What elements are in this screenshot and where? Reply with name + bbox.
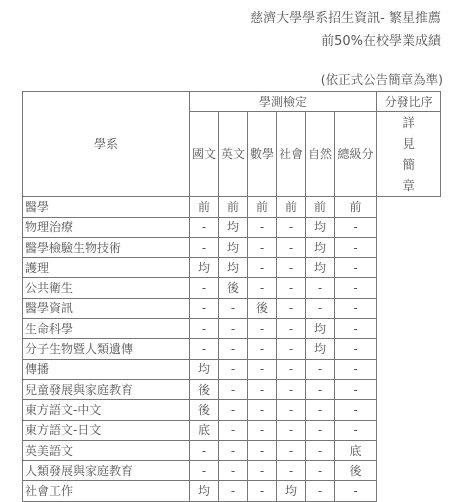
dept-name: 兒童發展與家庭教育 [23, 379, 190, 399]
requirement-cell: 前 [335, 197, 377, 217]
admission-table [22, 91, 441, 502]
requirement-cell: - [277, 278, 306, 298]
requirement-cell: 後 [335, 461, 377, 481]
requirement-cell: - [190, 339, 219, 359]
dept-name: 護理 [23, 258, 190, 278]
requirement-cell: - [248, 339, 277, 359]
requirement-cell: - [335, 359, 377, 379]
requirement-cell: - [335, 339, 377, 359]
header-ratio: 分發比序 [377, 92, 441, 112]
requirement-cell: - [335, 298, 377, 318]
requirement-cell: - [335, 481, 377, 501]
requirement-cell: - [219, 319, 248, 339]
header-subject-math: 數學 [248, 112, 277, 197]
requirement-cell: 均 [190, 258, 219, 278]
ratio-side-cell [377, 112, 441, 197]
requirement-cell: - [306, 278, 335, 298]
requirement-cell: 均 [306, 237, 335, 257]
table-row [23, 379, 441, 399]
dept-name: 醫學 [23, 197, 190, 217]
dept-name: 社會工作 [23, 481, 190, 501]
requirement-cell: - [190, 278, 219, 298]
requirement-cell: - [190, 298, 219, 318]
table-body [23, 197, 441, 501]
requirement-cell: - [219, 461, 248, 481]
requirement-cell: 後 [190, 379, 219, 399]
requirement-cell: 後 [219, 278, 248, 298]
table-row [23, 339, 441, 359]
requirement-cell: - [277, 379, 306, 399]
table-row [23, 420, 441, 440]
requirement-cell: 前 [277, 197, 306, 217]
dept-name: 分子生物暨人類遺傳 [23, 339, 190, 359]
page-title: 慈濟大學學系招生資訊- 繁星推薦 [250, 11, 441, 26]
requirement-cell: - [219, 400, 248, 420]
table-row [23, 258, 441, 278]
requirement-cell: - [219, 339, 248, 359]
requirement-cell: 後 [190, 400, 219, 420]
requirement-cell: - [190, 217, 219, 237]
requirement-cell: - [306, 440, 335, 460]
requirement-cell: 均 [306, 319, 335, 339]
requirement-cell: - [277, 319, 306, 339]
requirement-cell: 均 [219, 258, 248, 278]
requirement-cell: - [219, 481, 248, 501]
header-subject-science: 自然 [306, 112, 335, 197]
dept-name: 醫學資訊 [23, 298, 190, 318]
requirement-cell: - [219, 359, 248, 379]
table-row [23, 400, 441, 420]
table-row [23, 319, 441, 339]
requirement-cell: - [306, 420, 335, 440]
dept-name: 醫學檢驗生物技術 [23, 237, 190, 257]
table-row [23, 217, 441, 237]
table-row [23, 237, 441, 257]
requirement-cell: - [306, 481, 335, 501]
requirement-cell: - [248, 461, 277, 481]
dept-name: 物理治療 [23, 217, 190, 237]
table-row [23, 481, 441, 501]
requirement-cell: - [335, 420, 377, 440]
requirement-cell: - [277, 339, 306, 359]
header-test-group: 學測檢定 [190, 92, 377, 112]
requirement-cell: - [277, 440, 306, 460]
dept-name: 生命科學 [23, 319, 190, 339]
requirement-cell: 前 [248, 197, 277, 217]
requirement-cell: - [335, 237, 377, 257]
requirement-cell: 前 [190, 197, 219, 217]
requirement-cell: - [248, 258, 277, 278]
requirement-cell: - [248, 217, 277, 237]
disclaimer-note: (依正式公告簡章為準) [320, 72, 443, 87]
requirement-cell: 均 [306, 339, 335, 359]
requirement-cell: - [335, 258, 377, 278]
dept-name: 傳播 [23, 359, 190, 379]
requirement-cell: - [306, 400, 335, 420]
requirement-cell: - [306, 461, 335, 481]
requirement-cell: - [248, 278, 277, 298]
requirement-cell: - [277, 258, 306, 278]
requirement-cell: - [248, 379, 277, 399]
requirement-cell: - [190, 461, 219, 481]
header-row-1 [23, 92, 441, 112]
table-row [23, 440, 441, 460]
requirement-cell: - [219, 298, 248, 318]
requirement-cell: - [190, 440, 219, 460]
requirement-cell: - [335, 319, 377, 339]
requirement-cell: - [277, 237, 306, 257]
page-subtitle: 前50%在校學業成績 [321, 34, 441, 49]
requirement-cell: - [335, 379, 377, 399]
requirement-cell: 底 [190, 420, 219, 440]
requirement-cell: 均 [306, 258, 335, 278]
dept-name: 公共衛生 [23, 278, 190, 298]
requirement-cell: - [277, 217, 306, 237]
requirement-cell: - [248, 319, 277, 339]
requirement-cell: 均 [219, 217, 248, 237]
requirement-cell: - [306, 359, 335, 379]
requirement-cell: - [248, 440, 277, 460]
requirement-cell: - [335, 217, 377, 237]
requirement-cell: - [219, 440, 248, 460]
table-row [23, 278, 441, 298]
requirement-cell: - [277, 400, 306, 420]
requirement-cell: - [190, 319, 219, 339]
table-row [23, 197, 441, 217]
requirement-cell: - [248, 481, 277, 501]
table-row [23, 298, 441, 318]
header-subject-chinese: 國文 [190, 112, 219, 197]
requirement-cell: - [306, 379, 335, 399]
requirement-cell: 均 [190, 359, 219, 379]
requirement-cell: - [277, 420, 306, 440]
table-row [23, 461, 441, 481]
requirement-cell: - [248, 359, 277, 379]
dept-name: 人類發展與家庭教育 [23, 461, 190, 481]
header-subject-english: 英文 [219, 112, 248, 197]
requirement-cell: 後 [248, 298, 277, 318]
requirement-cell: - [306, 298, 335, 318]
requirement-cell: - [190, 237, 219, 257]
requirement-cell: - [277, 461, 306, 481]
requirement-cell: - [248, 400, 277, 420]
requirement-cell: 前 [219, 197, 248, 217]
requirement-cell: 均 [277, 481, 306, 501]
requirement-cell: 均 [219, 237, 248, 257]
requirement-cell: 均 [306, 217, 335, 237]
header-subject-total: 總級分 [335, 112, 377, 197]
header-dept: 學系 [23, 92, 190, 197]
dept-name: 東方語文-中文 [23, 400, 190, 420]
requirement-cell: - [277, 298, 306, 318]
table-row [23, 359, 441, 379]
requirement-cell: - [219, 420, 248, 440]
requirement-cell: 均 [190, 481, 219, 501]
requirement-cell: 底 [335, 440, 377, 460]
dept-name: 英美語文 [23, 440, 190, 460]
dept-name: 東方語文-日文 [23, 420, 190, 440]
header-subject-social: 社會 [277, 112, 306, 197]
requirement-cell: - [335, 278, 377, 298]
ratio-side-text: 詳見簡章 [402, 115, 415, 194]
requirement-cell: - [219, 379, 248, 399]
requirement-cell: - [335, 400, 377, 420]
requirement-cell: - [248, 420, 277, 440]
requirement-cell: 前 [306, 197, 335, 217]
requirement-cell: - [248, 237, 277, 257]
requirement-cell: - [277, 359, 306, 379]
